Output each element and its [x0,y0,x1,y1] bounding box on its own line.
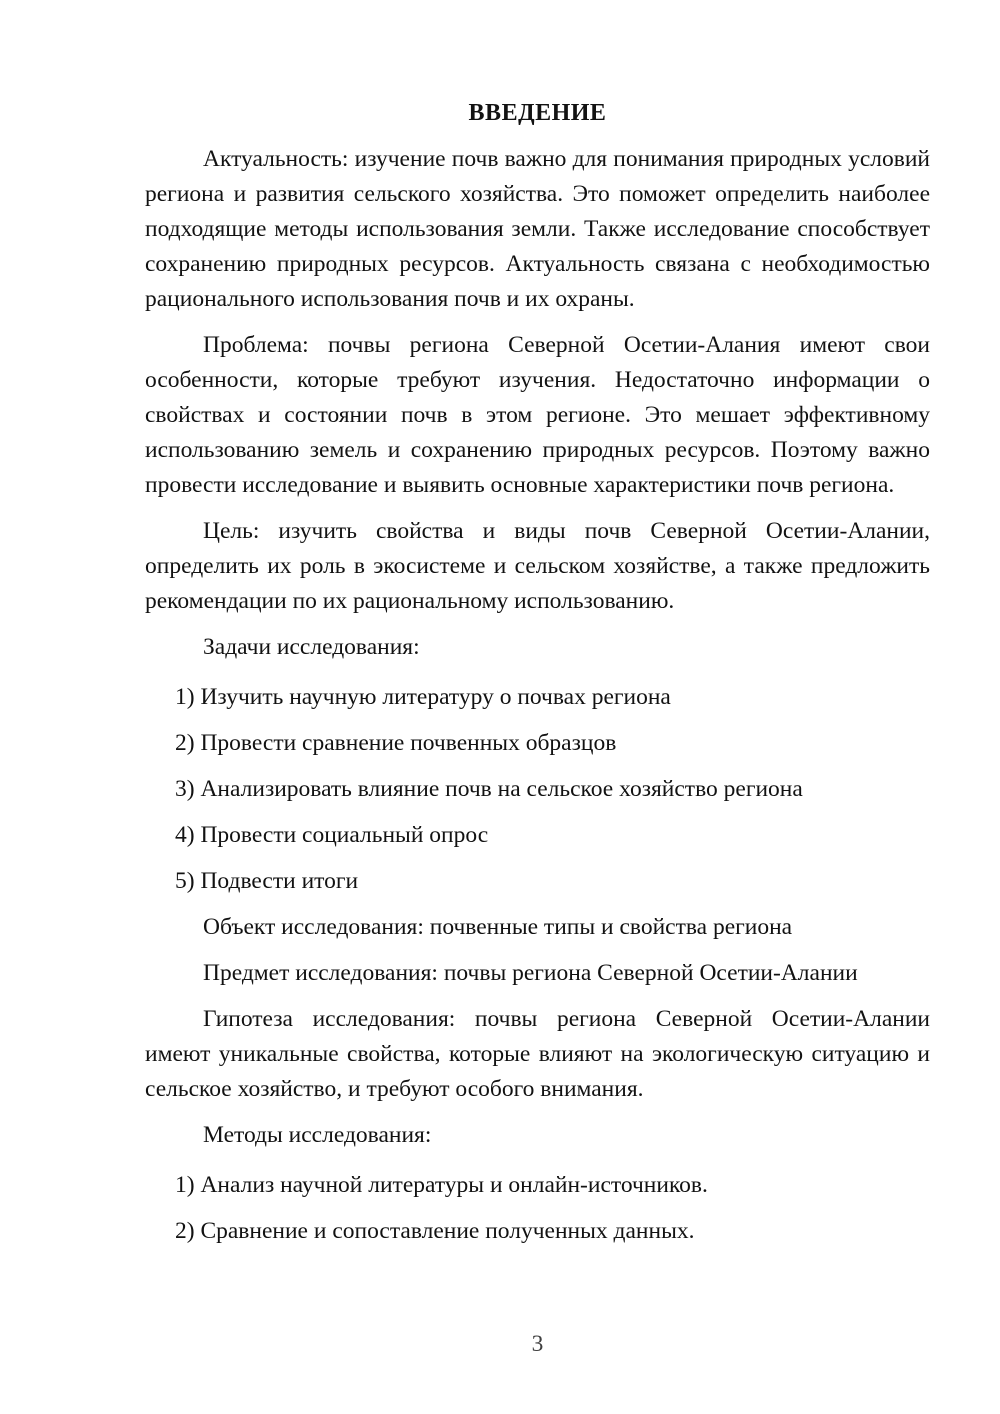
task-item-3: 3) Анализировать влияние почв на сельское хозяйство региона [175,776,803,802]
tasks-heading: Задачи исследования: [203,634,420,660]
page-number: 3 [531,1331,544,1357]
methods-heading: Методы исследования: [203,1122,432,1148]
paragraph-problem: Проблема: почвы региона Северной Осетии-Алания имеют свои особенности, которые требуют изучения. Недостаточно информации о свойствах и состоянии почв в этом регионе. Это мешает эффективному использованию земель и сохранению природных ресурсов. Поэтому важно провести исследование и выявить основные характеристики почв региона. [145,332,930,498]
method-item-2: 2) Сравнение и сопоставление полученных данных. [175,1218,695,1244]
object-paragraph: Объект исследования: почвенные типы и свойства региона [203,914,793,940]
section-title: ВВЕДЕНИЕ [468,100,607,126]
subject-paragraph: Предмет исследования: почвы региона Северной Осетии-Алании [203,960,858,986]
paragraph-goal: Цель: изучить свойства и виды почв Северной Осетии-Алании, определить их роль в экосистеме и сельском хозяйстве, а также предложить рекомендации по их рациональному использованию. [145,518,930,614]
task-item-5: 5) Подвести итоги [175,868,359,894]
hypothesis-paragraph: Гипотеза исследования: почвы региона Северной Осетии-Алании имеют уникальные свойства, которые влияют на экологическую ситуацию и сельское хозяйство, и требуют особого внимания. [145,1006,930,1102]
task-item-1: 1) Изучить научную литературу о почвах региона [175,684,671,710]
method-item-1: 1) Анализ научной литературы и онлайн-источников. [175,1172,708,1198]
task-item-4: 4) Провести социальный опрос [175,822,489,848]
document-content [145,96,930,1260]
paragraph-relevance: Актуальность: изучение почв важно для понимания природных условий региона и развития сельского хозяйства. Это поможет определить наиболее подходящие методы использования земли. Также исследование способствует сохранению природных ресурсов. Актуальность связана с необходимостью рационального использования почв и их охраны. [145,146,930,312]
task-item-2: 2) Провести сравнение почвенных образцов [175,730,617,756]
